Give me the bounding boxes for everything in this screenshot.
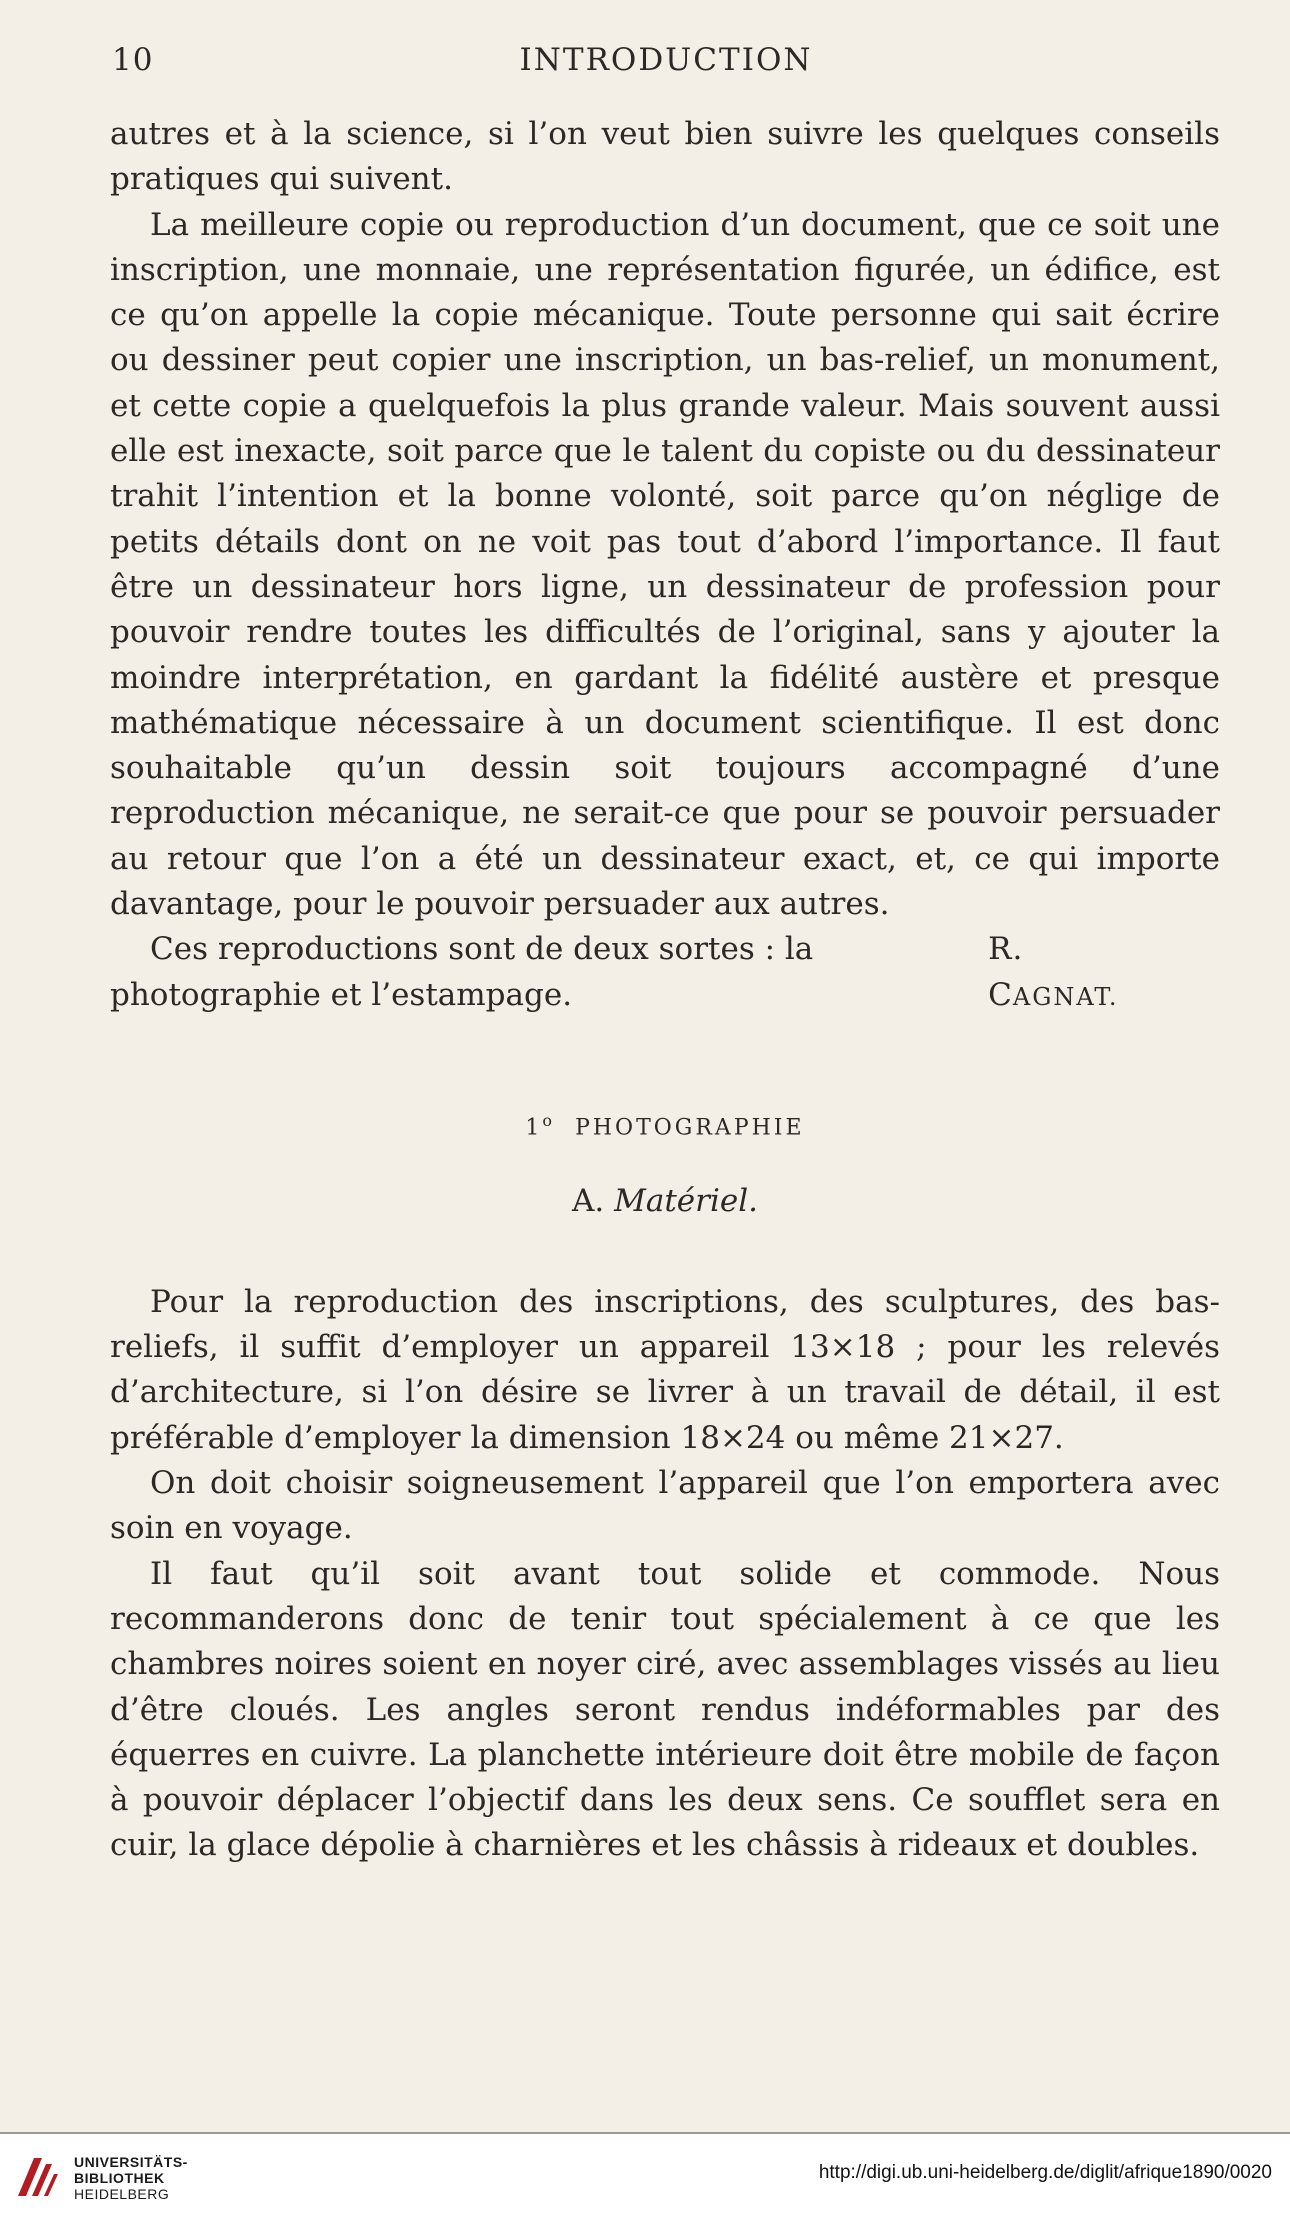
paragraph-choisir-appareil: On doit choisir soigneusement l’appareil que l’on emportera avec soin en voyage. xyxy=(110,1465,1220,1547)
page-body xyxy=(110,112,1220,1869)
running-head xyxy=(112,42,1220,90)
signature-line xyxy=(110,927,1220,1020)
library-name-line: HEIDELBERG xyxy=(74,2186,170,2202)
signature-initial: R. C xyxy=(988,931,1024,1013)
paragraph-copie-mecanique: La meilleure copie ou reproduction d’un document, que ce soit une inscription, une monnaie, une représentation figurée, un édifice, est ce qu’on appelle la copie mécanique. Toute personne qui sait écrire ou dessiner peut copier une inscription, un bas-relief, un monument, et cette copie a quelquefois la plus grande valeur. Mais souvent aussi elle est inexacte, soit parce que le talent du copiste ou du dessinateur trahit l’intention et la bonne volonté, soit parce qu’on néglige de petits détails dont on ne voit pas tout d’abord l’importance. Il faut être un dessinateur hors ligne, un dessinateur de profession pour pouvoir rendre toutes les difficultés de l’original, sans y ajouter la moindre interprétation, en gardant la fidélité austère et presque mathématique nécessaire à un document scientifique. Il est donc souhaitable qu’un dessin soit toujours accompagné d’une reproduction mécanique, ne serait-ce que pour se pouvoir persuader au retour que l’on a été un dessinateur exact, et, ce qui importe davantage, pour le pouvoir persuader aux autres. xyxy=(110,206,1220,923)
signature-surname: AGNAT. xyxy=(1012,982,1119,1011)
section-title: PHOTOGRAPHIE xyxy=(575,1115,805,1141)
page-number: 10 xyxy=(112,42,154,78)
library-name-line: BIBLIOTHEK xyxy=(74,2170,165,2186)
subsection-title: Matériel. xyxy=(614,1182,758,1219)
paragraph-reproductions: Ces reproductions sont de deux sortes : la photographie et l’estampage. xyxy=(110,931,814,1013)
section-heading xyxy=(110,1098,1220,1151)
subsection-heading xyxy=(110,1179,1220,1224)
running-title: INTRODUCTION xyxy=(519,42,813,78)
paragraph-solide-commode: Il faut qu’il soit avant tout solide et commode. Nous recommanderons donc de tenir tout spécialement à ce que les chambres noires soient en noyer ciré, avec assemblages vissés au lieu d’être cloués. Les angles seront rendus indéformables par des équerres en cuivre. La planchette intérieure doit être mobile de façon à pouvoir déplacer l’objectif dans les deux sens. Ce soufflet sera en cuir, la glace dépolie à charnières et les châssis à rideaux et doubles. xyxy=(110,1555,1220,1864)
subsection-letter: A. xyxy=(572,1182,605,1219)
footer-bar xyxy=(0,2134,1290,2214)
university-library-logo-icon xyxy=(12,2152,62,2202)
section-degree: o xyxy=(542,1110,556,1130)
section-number: 1 xyxy=(525,1115,543,1141)
paragraph-appareil-dimensions: Pour la reproduction des inscriptions, des sculptures, des bas-reliefs, il suffit d’employer un appareil 13×18 ; pour les relevés d’architecture, si l’on désire se livrer à un travail de détail, il est préférable d’employer la dimension 18×24 ou même 21×27. xyxy=(110,1283,1220,1456)
library-name xyxy=(74,2154,188,2202)
author-signature xyxy=(988,927,1120,1020)
library-name-line: UNIVERSITÄTS- xyxy=(74,2154,188,2170)
source-url-link[interactable]: http://digi.ub.uni-heidelberg.de/diglit/afrique1890/0020 xyxy=(818,2162,1272,2183)
paragraph-continued: autres et à la science, si l’on veut bien suivre les quelques conseils pratiques qui suivent. xyxy=(110,116,1220,198)
